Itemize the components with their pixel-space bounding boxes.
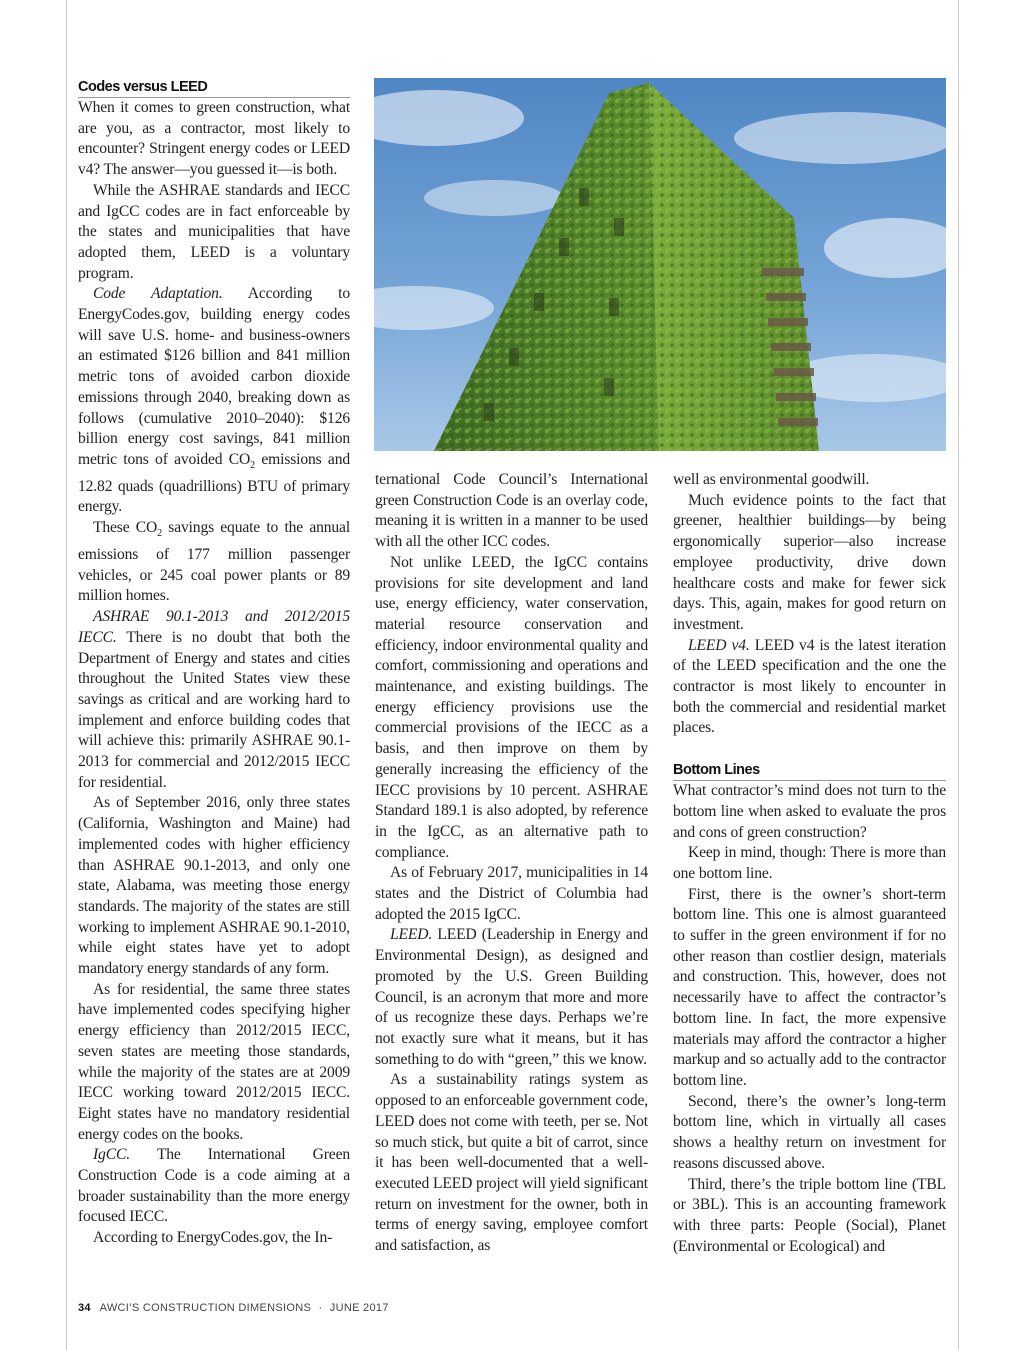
paragraph: ternational Code Council’s International green Construction Code is an overlay code, meaning it is written in a manner to be used with all the other ICC codes. xyxy=(375,471,648,551)
section-heading-bottom-lines: Bottom Lines xyxy=(673,761,946,781)
run-in-head: Code Adaptation. xyxy=(93,285,223,303)
paragraph: As of September 2016, only three states (California, Washington and Maine) had implemented codes with higher efficiency than ASHRAE 90.1-2013, and only one state, Alabama, was meeting those energy standards. The majority of the states are still working to implement ASHRAE 90.1-2010, while eight states have yet to adopt mandatory energy standards of any form. xyxy=(78,794,350,978)
issue-date: JUNE 2017 xyxy=(329,1302,389,1314)
footer-separator: · xyxy=(318,1302,323,1314)
page-number: 34 xyxy=(78,1302,91,1314)
left-page-edge xyxy=(66,0,67,1350)
green-building-photo xyxy=(374,78,946,451)
green-building-illustration xyxy=(374,78,946,451)
article-column-2 xyxy=(375,470,648,1257)
paragraph: When it comes to green construction, what are you, as a contractor, most likely to encounter? Stringent energy codes or LEED v4? The answer—you guessed it—is both. xyxy=(78,99,350,179)
run-in-head: LEED. xyxy=(390,926,433,944)
paragraph: As of February 2017, municipalities in 14 states and the District of Columbia had adopted the 2015 IgCC. xyxy=(375,864,648,923)
paragraph: well as environmental goodwill. xyxy=(673,471,870,488)
paragraph: What contractor’s mind does not turn to the bottom line when asked to evaluate the pros and cons of green construction? xyxy=(673,782,946,841)
run-in-head: IgCC. xyxy=(93,1146,130,1164)
paragraph: LEED. LEED (Leadership in Energy and Environmental Design), as designed and promoted by the U.S. Green Building Council, is an acronym that more and more of us recognize these days. Perhaps we’re not exactly sure what it means, but it has something to do with “green,” this we know. xyxy=(375,926,648,1068)
paragraph: Keep in mind, though: There is more than one bottom line. xyxy=(673,844,946,882)
paragraph: Not unlike LEED, the IgCC contains provisions for site development and land use, energy efficiency, water conservation, material resource conservation and efficiency, indoor environmental quality and comfort, commissioning and operations and maintenance, and existing buildings. The energy efficiency provisions use the commercial provisions of the IECC as a basis, and then improve on them by generally increasing the efficiency of the IECC provisions by 10 percent. ASHRAE Standard 189.1 is also adopted, by reference in the IgCC, as an alternative path to compliance. xyxy=(375,553,648,861)
paragraph: As for residential, the same three states have implemented codes specifying higher energy efficiency than 2012/2015 IECC, seven states are meeting those standards, while the majority of the states are at 2009 IECC working toward 2012/2015 IECC. Eight states have no mandatory residential energy codes on the books. xyxy=(78,980,350,1143)
paragraph: First, there is the owner’s short-term bottom line. This one is almost guaranteed to suffer in the green environment if for no other reason than costlier design, materials and construction. This, however, does not necessarily have to affect the contractor’s bottom line. In fact, the more expensive materials may afford the contractor a higher markup and so actually add to the contractor bottom line. xyxy=(673,885,946,1089)
right-page-edge xyxy=(958,0,959,1350)
article-column-1 xyxy=(78,78,350,1249)
paragraph: These $CO_2$ savings equate to the annual emissions of 177 million passenger vehicles, or 245 coal power plants or 89 million homes. xyxy=(78,519,351,605)
page-footer xyxy=(78,1302,389,1314)
run-in-head: ASHRAE 90.1-2013 and 2012/2015 IECC. xyxy=(78,608,350,646)
paragraph: As a sustainability ratings system as opposed to an enforceable government code, LEED does not come with teeth, per se. Not so much stick, but quite a bit of carrot, since it has been well-documented that a well-executed LEED project will yield significant return on investment for the owner, both in terms of energy saving, employee comfort and satisfaction, as xyxy=(375,1071,648,1255)
paragraph: Code Adaptation. According to EnergyCodes.gov, building energy codes will save U.S. home- and business-owners an estimated $126 billion and 841 million metric tons of avoided carbon dioxide emissions through 2040, breaking down as follows (cumulative 2010–2040): $126 billion energy cost savings, 841 million metric tons of avoided $CO_2$ emissions and 12.82 quads (quadrillions) BTU of primary energy. xyxy=(78,285,350,516)
section-heading-codes-versus-leed: Codes versus LEED xyxy=(78,78,350,98)
publication-name: AWCI’S CONSTRUCTION DIMENSIONS xyxy=(99,1302,312,1314)
paragraph: Much evidence points to the fact that greener, healthier buildings—by being ergonomically superior—also increase employee productivity, drive down healthcare costs and make for fewer sick days. This, again, makes for good return on investment. xyxy=(673,491,946,633)
paragraph: Third, there’s the triple bottom line (TBL or 3BL). This is an accounting framework with three parts: People (Social), Planet (Environmental or Ecological) and xyxy=(673,1175,946,1255)
paragraph: According to EnergyCodes.gov, the In- xyxy=(93,1229,333,1247)
paragraph: While the ASHRAE standards and IECC and IgCC codes are in fact enforceable by the states and municipalities that have adopted them, LEED is a voluntary program. xyxy=(78,181,350,282)
paragraph: ASHRAE 90.1-2013 and 2012/2015 IECC. There is no doubt that both the Department of Energy and states and cities throughout the United States view these savings as critical and are working hard to implement and enforce building codes that will achieve this: primarily ASHRAE 90.1-2013 for commercial and 2012/2015 IECC for residential. xyxy=(78,608,350,791)
run-in-head: LEED v4. xyxy=(688,636,750,654)
paragraph: LEED v4. LEED v4 is the latest iteration of the LEED specification and the one the contractor is most likely to encounter in both the commercial and residential market places. xyxy=(673,636,946,737)
paragraph: IgCC. The International Green Construction Code is a code aiming at a broader sustainability than the more energy focused IECC. xyxy=(78,1146,350,1226)
paragraph: Second, there’s the owner’s long-term bottom line, which in virtually all cases shows a healthy return on investment for reasons discussed above. xyxy=(673,1092,946,1172)
article-column-3 xyxy=(673,470,946,1257)
